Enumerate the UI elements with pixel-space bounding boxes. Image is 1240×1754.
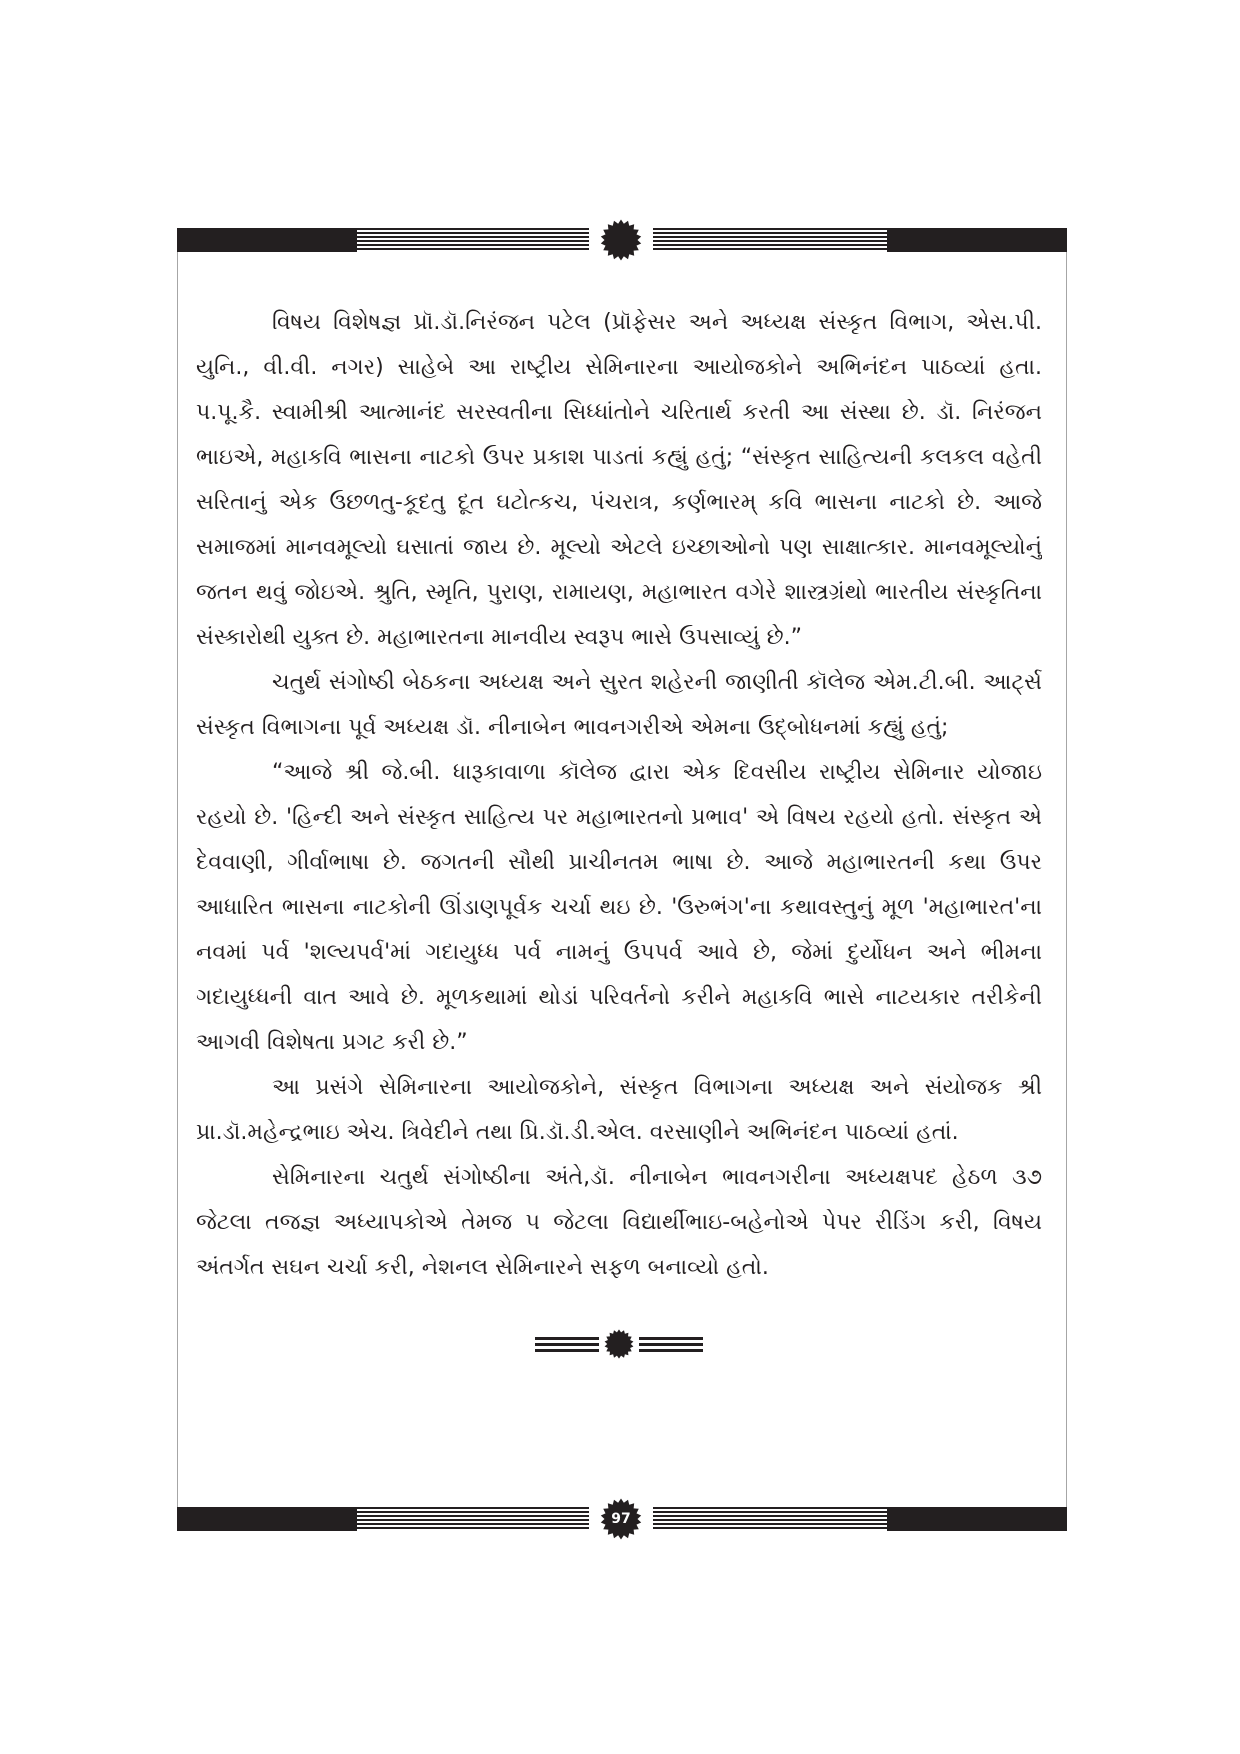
page-number-badge (595, 1507, 647, 1531)
page-body (196, 300, 1042, 1490)
paragraph: આ પ્રસંગે સેમિનારના આયોજકોને, સંસ્કૃત વિભાગના અધ્યક્ષ અને સંયોજક શ્રી પ્રા.ડૉ.મહેન્દ્રભાઇ એચ. ત્રિવેદીને તથા પ્રિ.ડૉ.ડી.એલ. વરસાણીને અભિનંદન પાઠવ્યાં હતાં. (196, 1075, 1042, 1145)
divider-stripes-left (535, 1337, 599, 1352)
section-end-divider (196, 1330, 1042, 1358)
header-stripes-right (653, 228, 887, 252)
paragraph: “આજે શ્રી જે.બી. ધારૂકાવાળા કૉલેજ દ્વારા એક દિવસીય રાષ્ટ્રીય સેમિનાર યોજાઇ રહયો છે. 'હિન્દી અને સંસ્કૃત સાહિત્ય પર મહાભારતનો પ્રભાવ' એ વિષય રહયો હતો. સંસ્કૃત એ દેવવાણી, ગીર્વાભાષા છે. જગતની સૌથી પ્રાચીનતમ ભાષા છે. આજે મહાભારતની કથા ઉપર આધારિત ભાસના નાટકોની ઊંડાણપૂર્વક ચર્ચા થઇ છે. 'ઉરુભંગ'ના કથાવસ્તુનું મૂળ 'મહાભારત'ના નવમાં પર્વ 'શલ્યપર્વ'માં ગદાયુધ્ધ પર્વ નામનું ઉપપર્વ આવે છે, જેમાં દુર્યોધન અને ભીમના ગદાયુધ્ધની વાત આવે છે. મૂળકથામાં થોડાં પરિવર્તનો કરીને મહાકવિ ભાસે નાટયકાર તરીકેની આગવી વિશેષતા પ્રગટ કરી છે.” (196, 760, 1042, 1055)
footer-stripes-left (357, 1507, 589, 1531)
footer-solid-right (887, 1507, 1067, 1531)
header-decorative-bar (177, 228, 1067, 252)
sun-ornament-icon (600, 219, 642, 261)
footer-stripes-right (653, 1507, 887, 1531)
paragraph: વિષય વિશેષજ્ઞ પ્રૉ.ડૉ.નિરંજન પટેલ (પ્રૉફેસર અને અધ્યક્ષ સંસ્કૃત વિભાગ, એસ.પી. યુનિ., વી.વી. નગર) સાહેબે આ રાષ્ટ્રીય સેમિનારના આયોજકોને અભિનંદન પાઠવ્યાં હતા. પ.પૂ.કૈ. સ્વામીશ્રી આત્માનંદ સરસ્વતીના સિધ્ધાંતોને ચરિતાર્થ કરતી આ સંસ્થા છે. ડૉ. નિરંજન ભાઇએ, મહાકવિ ભાસના નાટકો ઉપર પ્રકાશ પાડતાં કહ્યું હતું; “સંસ્કૃત સાહિત્યની કલકલ વહેતી સરિતાનું એક ઉછળતુ-કૂદતુ દૂત ઘટોત્કચ, પંચરાત્ર, કર્ણભારમ્ કવિ ભાસના નાટકો છે. આજે સમાજમાં માનવમૂલ્યો ઘસાતાં જાય છે. મૂલ્યો એટલે ઇચ્છાઓનો પણ સાક્ષાત્કાર. માનવમૂલ્યોનું જતન થવું જોઇએ. શ્રુતિ, સ્મૃતિ, પુરાણ, રામાયણ, મહાભારત વગેરે શાસ્ત્રગ્રંથો ભારતીય સંસ્કૃતિના સંસ્કારોથી યુક્ત છે. મહાભારતના માનવીય સ્વરૂપ ભાસે ઉપસાવ્યું છે.” (196, 310, 1042, 650)
header-ornament (595, 228, 647, 252)
header-solid-left (177, 228, 357, 252)
divider-stripes-right (639, 1337, 703, 1352)
footer-decorative-bar (177, 1507, 1067, 1531)
paragraph: સેમિનારના ચતુર્થ સંગોષ્ઠીના અંતે,ડૉ. નીનાબેન ભાવનગરીના અધ્યક્ષપદ હેઠળ ૩૭ જેટલા તજજ્ઞ અધ્યાપકોએ તેમજ ૫ જેટલા વિદ્યાર્થીભાઇ-બહેનોએ પેપર રીડિંગ કરી, વિષય અંતર્ગત સઘન ચર્ચા કરી, નેશનલ સેમિનારને સફળ બનાવ્યો હતો. (196, 1165, 1042, 1280)
frame-right-rule (1066, 240, 1067, 1520)
paragraph: ચતુર્થ સંગોષ્ઠી બેઠકના અધ્યક્ષ અને સુરત શહેરની જાણીતી કૉલેજ એમ.ટી.બી. આર્ટ્સ સંસ્કૃત વિભાગના પૂર્વ અધ્યક્ષ ડૉ. નીનાબેન ભાવનગરીએ એમના ઉદ્બોધનમાં કહ્યું હતું; (196, 670, 1042, 740)
footer-solid-left (177, 1507, 357, 1531)
sun-ornament-icon (604, 1329, 634, 1359)
header-stripes-left (357, 228, 589, 252)
header-solid-right (887, 228, 1067, 252)
frame-left-rule (177, 240, 178, 1520)
page-number: 97 (611, 1511, 631, 1527)
